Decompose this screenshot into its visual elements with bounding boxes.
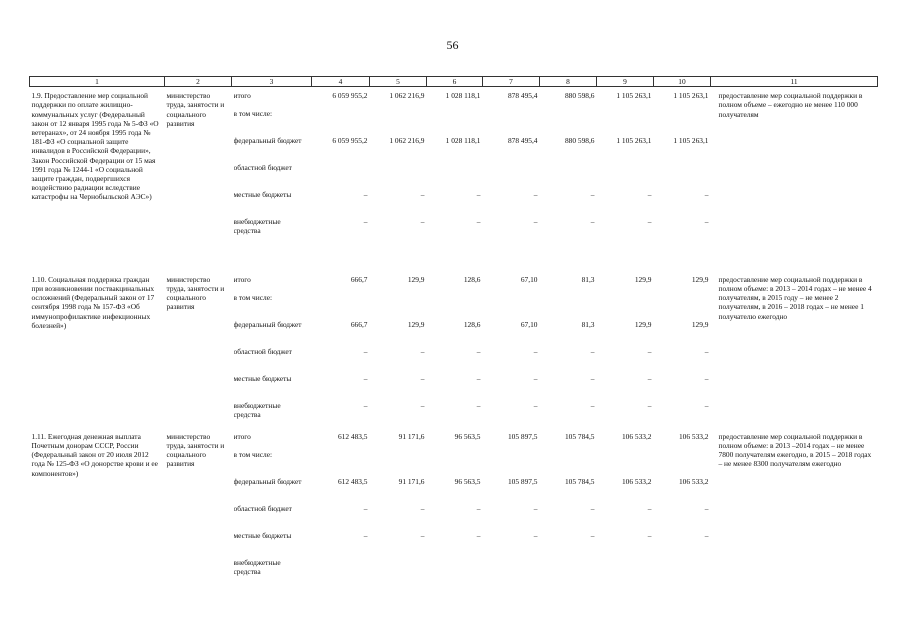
- amount-value: 878 495,4: [507, 136, 538, 146]
- funding-source-label: итого: [233, 91, 251, 101]
- measure-row: [30, 271, 878, 428]
- amount-value: [656, 293, 709, 320]
- amount-value: 880 598,6: [564, 136, 595, 146]
- amount-cell: [654, 428, 711, 585]
- amount-value: [372, 163, 425, 190]
- funding-source-label: местные бюджеты: [233, 190, 292, 200]
- amount-value: [372, 450, 425, 477]
- amount-value: –: [476, 503, 481, 513]
- amount-cell: [540, 271, 597, 428]
- header-cell: 7: [483, 77, 540, 87]
- amount-cell: [370, 87, 427, 271]
- result-cell-text: предоставление мер социальной поддержки в полном объеме: в 2013 –2014 годах – не менее 7800 получателям ежегодно, в 2015 – 2018 годах – не менее 8300 получателям ежегодно: [718, 431, 872, 469]
- amount-value: [542, 558, 595, 585]
- amount-value: 81,3: [581, 319, 595, 329]
- amount-value: –: [533, 530, 538, 540]
- amount-value: 129,9: [634, 274, 652, 284]
- amount-value: –: [420, 190, 425, 200]
- amount-value: 612 483,5: [337, 476, 368, 486]
- amount-value: 1 105 263,1: [616, 136, 652, 146]
- amount-value: 1 105 263,1: [673, 91, 709, 101]
- amount-value: [314, 163, 368, 190]
- amount-cell: [483, 271, 540, 428]
- amount-value: –: [420, 217, 425, 227]
- amount-value: 6 059 955,2: [332, 136, 368, 146]
- amount-value: 1 105 263,1: [616, 91, 652, 101]
- executor-cell: [165, 271, 232, 428]
- amount-value: –: [704, 217, 709, 227]
- executor-cell-text: министерство труда, занятости и социального развития: [166, 274, 225, 312]
- amount-value: –: [647, 530, 652, 540]
- amount-value: 666,7: [350, 274, 368, 284]
- amount-value: –: [476, 400, 481, 410]
- measure-cell-text: 1.9. Предоставление мер социальной поддержки по оплате жилищно-коммунальных услуг (Федеральный закон от 12 января 1995 года № 5-ФЗ «О ветеранах», от 24 ноября 1995 года № 181-ФЗ «О социальной защите инвалидов в Российской Федерации», Закон Российской Федерации от 15 мая 1991 года № 1244-1 «О социальной защите граждан, подвергшихся воздействию радиации вследствие катастрофы на Чернобыльской АЭС»): [31, 91, 159, 202]
- amount-value: 1 028 118,1: [445, 91, 481, 101]
- amount-value: 128,6: [463, 274, 481, 284]
- amount-value: [485, 558, 538, 585]
- amount-value: –: [647, 373, 652, 383]
- amount-value: 6 059 955,2: [332, 91, 368, 101]
- funding-source-cell: [232, 271, 312, 428]
- amount-value: 878 495,4: [507, 91, 538, 101]
- amount-value: [314, 109, 368, 136]
- amount-value: –: [363, 400, 368, 410]
- amount-value: –: [476, 530, 481, 540]
- amount-value: [542, 109, 595, 136]
- measure-row: [30, 428, 878, 585]
- amount-value: 106 533,2: [678, 476, 709, 486]
- measure-cell: [30, 428, 165, 585]
- amount-value: 96 563,5: [454, 431, 481, 441]
- funding-source-label: местные бюджеты: [233, 530, 292, 540]
- amount-value: [485, 450, 538, 477]
- amount-value: [429, 293, 481, 320]
- amount-value: 666,7: [350, 319, 368, 329]
- funding-source-label: местные бюджеты: [233, 373, 292, 383]
- result-cell-text: предоставление мер социальной поддержки в полном объеме: в 2013 – 2014 годах – не менее 4 получателям, в 2015 году – не менее 2 получателям, в 2016 – 2018 годах – не менее 1 получателю ежегодно: [718, 274, 872, 321]
- header-cell: 10: [654, 77, 711, 87]
- amount-value: [542, 163, 595, 190]
- amount-value: –: [704, 503, 709, 513]
- measure-cell-text: 1.11. Ежегодная денежная выплата Почетным донорам СССР, России (Федеральный закон от 20 июля 2012 года № 125-ФЗ «О донорстве крови и ее компонентов»): [31, 431, 158, 478]
- result-cell-text: предоставление мер социальной поддержки в полном объеме – ежегодно не менее 110 000 получателям: [718, 91, 863, 119]
- amount-cell: [370, 428, 427, 585]
- amount-value: [656, 558, 709, 585]
- executor-cell-text: министерство труда, занятости и социального развития: [166, 431, 225, 469]
- amount-value: 612 483,5: [337, 431, 368, 441]
- amount-value: 105 784,5: [564, 431, 595, 441]
- amount-cell: [597, 428, 654, 585]
- amount-value: –: [590, 217, 595, 227]
- measure-cell: [30, 271, 165, 428]
- amount-value: –: [420, 503, 425, 513]
- funding-source-label: внебюджетные средства: [233, 557, 281, 576]
- amount-cell: [483, 87, 540, 271]
- amount-value: –: [363, 217, 368, 227]
- amount-cell: [540, 428, 597, 585]
- page-number: 56: [446, 38, 459, 52]
- amount-value: [429, 163, 481, 190]
- funding-source-label: областной бюджет: [233, 503, 292, 513]
- amount-value: [429, 558, 481, 585]
- amount-value: –: [647, 346, 652, 356]
- amount-value: –: [363, 373, 368, 383]
- amount-value: –: [533, 346, 538, 356]
- amount-value: 129,9: [634, 319, 652, 329]
- amount-value: 91 171,6: [398, 476, 425, 486]
- amount-value: 106 533,2: [621, 431, 652, 441]
- amount-value: 129,9: [691, 319, 709, 329]
- amount-cell: [597, 87, 654, 271]
- amount-value: –: [476, 217, 481, 227]
- amount-value: 128,6: [463, 319, 481, 329]
- amount-value: –: [647, 190, 652, 200]
- amount-value: –: [590, 530, 595, 540]
- header-row: [30, 77, 878, 87]
- amount-cell: [654, 271, 711, 428]
- amount-cell: [597, 271, 654, 428]
- amount-value: 1 105 263,1: [673, 136, 709, 146]
- amount-value: –: [533, 400, 538, 410]
- amount-value: 106 533,2: [621, 476, 652, 486]
- amount-value: –: [533, 503, 538, 513]
- amount-cell: [483, 428, 540, 585]
- funding-source-cell: [232, 87, 312, 271]
- result-cell: [711, 87, 878, 271]
- amount-value: 105 784,5: [564, 476, 595, 486]
- program-table: [29, 76, 878, 585]
- amount-value: 1 062 216,9: [389, 91, 425, 101]
- amount-value: 67,10: [520, 319, 538, 329]
- amount-value: [314, 558, 368, 585]
- amount-value: –: [647, 217, 652, 227]
- funding-source-label: внебюджетные средства: [233, 400, 281, 419]
- amount-value: 96 563,5: [454, 476, 481, 486]
- header-cell: 8: [540, 77, 597, 87]
- amount-value: –: [363, 503, 368, 513]
- amount-cell: [654, 87, 711, 271]
- amount-value: –: [363, 190, 368, 200]
- amount-value: [656, 109, 709, 136]
- amount-value: –: [363, 346, 368, 356]
- amount-value: –: [420, 346, 425, 356]
- amount-value: 129,9: [691, 274, 709, 284]
- funding-source-label: в том числе:: [233, 292, 273, 302]
- funding-source-label: федеральный бюджет: [233, 319, 302, 329]
- amount-value: [599, 558, 652, 585]
- amount-value: –: [704, 346, 709, 356]
- amount-value: –: [476, 346, 481, 356]
- header-cell: 11: [711, 77, 878, 87]
- amount-cell: [427, 87, 483, 271]
- amount-cell: [540, 87, 597, 271]
- funding-source-cell: [232, 428, 312, 585]
- amount-cell: [370, 271, 427, 428]
- amount-cell: [312, 428, 370, 585]
- header-cell: 1: [30, 77, 165, 87]
- amount-value: –: [590, 346, 595, 356]
- measure-cell: [30, 87, 165, 271]
- funding-source-label: итого: [233, 431, 251, 441]
- funding-source-label: итого: [233, 274, 251, 284]
- amount-value: [314, 450, 368, 477]
- header-cell: 5: [370, 77, 427, 87]
- amount-value: [372, 293, 425, 320]
- header-cell: 9: [597, 77, 654, 87]
- amount-value: [542, 293, 595, 320]
- amount-value: –: [590, 400, 595, 410]
- amount-value: –: [533, 190, 538, 200]
- amount-value: 1 028 118,1: [445, 136, 481, 146]
- amount-cell: [312, 87, 370, 271]
- amount-value: 129,9: [407, 274, 425, 284]
- amount-value: –: [420, 530, 425, 540]
- amount-value: [542, 450, 595, 477]
- amount-value: –: [704, 400, 709, 410]
- result-cell: [711, 271, 878, 428]
- amount-cell: [312, 271, 370, 428]
- amount-value: –: [420, 373, 425, 383]
- amount-value: 880 598,6: [564, 91, 595, 101]
- amount-value: –: [533, 217, 538, 227]
- amount-value: 129,9: [407, 319, 425, 329]
- amount-value: –: [704, 190, 709, 200]
- funding-source-label: федеральный бюджет: [233, 136, 302, 146]
- amount-value: 105 897,5: [507, 476, 538, 486]
- funding-source-label: в том числе:: [233, 449, 273, 459]
- amount-value: –: [590, 190, 595, 200]
- executor-cell: [165, 428, 232, 585]
- amount-value: [485, 163, 538, 190]
- header-cell: 6: [427, 77, 483, 87]
- amount-value: 67,10: [520, 274, 538, 284]
- amount-value: 1 062 216,9: [389, 136, 425, 146]
- amount-value: [599, 109, 652, 136]
- amount-value: 81,3: [581, 274, 595, 284]
- amount-value: –: [533, 373, 538, 383]
- amount-value: 106 533,2: [678, 431, 709, 441]
- amount-value: –: [647, 503, 652, 513]
- amount-value: 105 897,5: [507, 431, 538, 441]
- amount-value: [599, 163, 652, 190]
- amount-value: 91 171,6: [398, 431, 425, 441]
- amount-value: –: [476, 373, 481, 383]
- amount-value: [599, 293, 652, 320]
- amount-cell: [427, 271, 483, 428]
- funding-source-label: в том числе:: [233, 109, 273, 119]
- amount-value: –: [420, 400, 425, 410]
- amount-value: –: [590, 503, 595, 513]
- executor-cell: [165, 87, 232, 271]
- amount-value: [429, 450, 481, 477]
- amount-value: [372, 109, 425, 136]
- funding-source-label: внебюджетные средства: [233, 217, 281, 236]
- executor-cell-text: министерство труда, занятости и социального развития: [166, 91, 225, 128]
- amount-value: [485, 109, 538, 136]
- amount-value: –: [647, 400, 652, 410]
- funding-source-label: областной бюджет: [233, 346, 292, 356]
- amount-value: [485, 293, 538, 320]
- header-cell: 3: [232, 77, 312, 87]
- header-cell: 2: [165, 77, 232, 87]
- amount-value: –: [704, 530, 709, 540]
- amount-value: [599, 450, 652, 477]
- amount-value: [372, 558, 425, 585]
- result-cell: [711, 428, 878, 585]
- amount-value: –: [476, 190, 481, 200]
- amount-value: [656, 450, 709, 477]
- amount-value: [314, 293, 368, 320]
- amount-cell: [427, 428, 483, 585]
- amount-value: –: [590, 373, 595, 383]
- measure-cell-text: 1.10. Социальная поддержка граждан при возникновении поствакцинальных осложнений (Федеральный закон от 17 сентября 1998 года № 157-ФЗ «Об иммунопрофилактике инфекционных болезней»): [31, 274, 155, 330]
- funding-source-label: федеральный бюджет: [233, 476, 302, 486]
- amount-value: –: [704, 373, 709, 383]
- measure-row: [30, 87, 878, 271]
- header-cell: 4: [312, 77, 370, 87]
- amount-value: [429, 109, 481, 136]
- funding-source-label: областной бюджет: [233, 163, 292, 173]
- amount-value: –: [363, 530, 368, 540]
- amount-value: [656, 163, 709, 190]
